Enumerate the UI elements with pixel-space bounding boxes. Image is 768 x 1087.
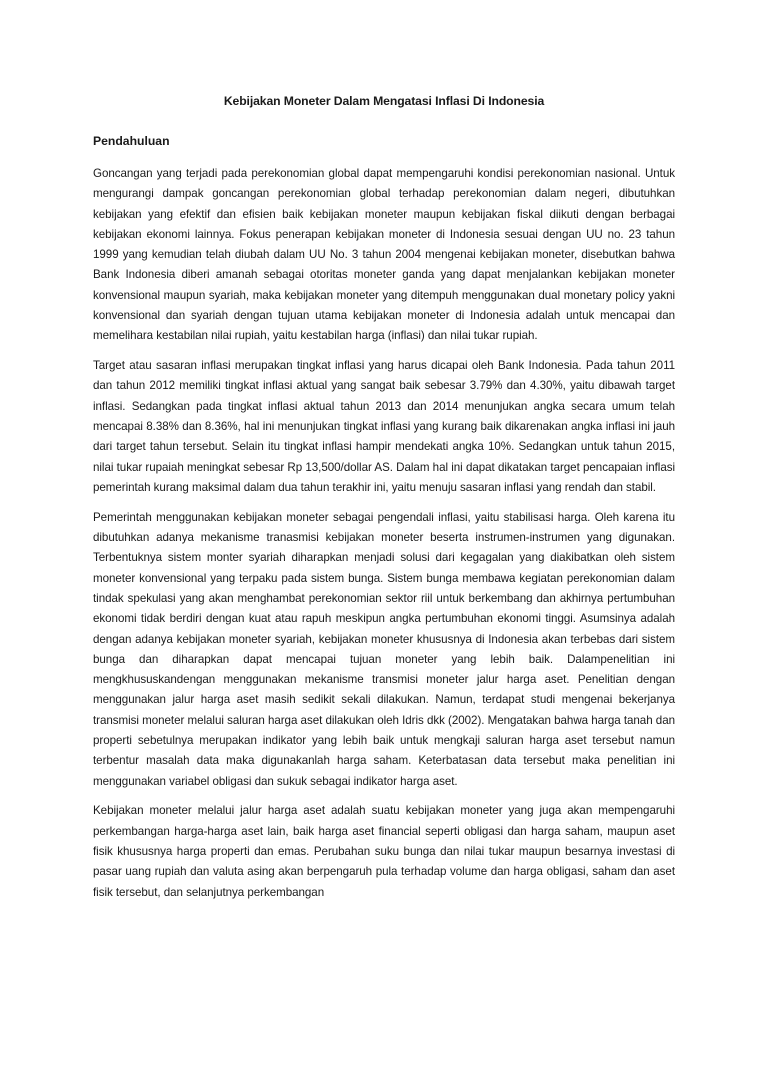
paragraph-3: Pemerintah menggunakan kebijakan moneter sebagai pengendali inflasi, yaitu stabilisasi harga. Oleh karena itu dibutuhkan adanya mekanisme tranasmisi kebijakan moneter beserta instrumen-instrumen yang digunakan. Terbentuknya sistem monter syariah diharapkan menjadi solusi dari kegagalan yang diakibatkan oleh sistem moneter konvensional yang terpaku pada sistem bunga. Sistem bunga membawa kegiatan perekonomian dalam tindak spekulasi yang akan menghambat perekonomian sektor riil untuk berkembang dan akhirnya pertumbuhan ekonomi tidak berdiri dengan kuat atau rapuh meskipun angka pertumbuhan ekonomi tinggi. Asumsinya adalah dengan adanya kebijakan moneter syariah, kebijakan moneter khususnya di Indonesia akan terbebas dari sistem bunga dan diharapkan dapat mencapai tujuan moneter yang lebih baik. Dalampenelitian ini mengkhususkandengan menggunakan mekanisme transmisi moneter jalur harga aset. Penelitian dengan menggunakan jalur harga aset masih sedikit sekali dilakukan. Namun, terdapat studi mengenai bekerjanya transmisi moneter melalui saluran harga aset dilakukan oleh Idris dkk (2002). Mengatakan bahwa harga tanah dan properti sebetulnya merupakan indikator yang lebih baik untuk mengkaji saluran harga aset tersebut namun terbentur masalah data maka digunakanlah harga saham. Keterbatasan data tersebut maka penelitian ini menggunakan variabel obligasi dan sukuk sebagai indikator harga aset. (93, 510, 675, 788)
document-title: Kebijakan Moneter Dalam Mengatasi Inflasi Di Indonesia (223, 94, 545, 108)
paragraph-2: Target atau sasaran inflasi merupakan tingkat inflasi yang harus dicapai oleh Bank Indonesia. Pada tahun 2011 dan tahun 2012 memiliki tingkat inflasi aktual yang sangat baik sebesar 3.79% dan 4.30%, yaitu dibawah target inflasi. Sedangkan pada tingkat inflasi aktual tahun 2013 dan 2014 menunjukan angka secara umum telah mencapai 8.38% dan 8.36%, hal ini menunjukan tingkat inflasi yang kurang baik dikarenakan angka inflasi ini jauh dari target tahun tersebut. Selain itu tingkat inflasi hampir mendekati angka 10%. Sedangkan untuk tahun 2015, nilai tukar rupaiah meningkat sebesar Rp 13,500/dollar AS. Dalam hal ini dapat dikatakan target pencapaian inflasi pemerintah kurang maksimal dalam dua tahun terakhir ini, yaitu menuju sasaran inflasi yang rendah dan stabil. (93, 359, 675, 494)
paragraph-4: Kebijakan moneter melalui jalur harga aset adalah suatu kebijakan moneter yang juga akan mempengaruhi perkembangan harga-harga aset lain, baik harga aset financial seperti obligasi dan harga saham, maupun aset fisik khususnya harga properti dan emas. Perubahan suku bunga dan nilai tukar maupun besarnya investasi di pasar uang rupiah dan valuta asing akan berpengaruh pula terhadap volume dan harga obligasi, saham dan aset fisik tersebut, dan selanjutnya perkembangan (93, 804, 675, 899)
paragraph-1: Goncangan yang terjadi pada perekonomian global dapat mempengaruhi kondisi perekonomian nasional. Untuk mengurangi dampak goncangan perekonomian global terhadap perekonomian dalam negeri, dibutuhkan kebijakan yang efektif dan efisien baik kebijakan moneter maupun kebijakan fiskal diikuti dengan berbagai kebijakan ekonomi lainnya. Fokus penerapan kebijakan moneter di Indonesia sesuai dengan UU no. 23 tahun 1999 yang kemudian telah diubah dalam UU No. 3 tahun 2004 mengenai kebijakan moneter, disebutkan bahwa Bank Indonesia diberi amanah sebagai otoritas moneter ganda yang dapat menjalankan kebijakan moneter konvensional maupun syariah, maka kebijakan moneter yang ditempuh menggunakan dual monetary policy yakni konvensional dan syariah dengan tujuan utama kebijakan moneter di Indonesia adalah untuk mencapai dan memelihara kestabilan nilai rupiah, yaitu kestabilan harga (inflasi) dan nilai tukar rupiah. (93, 167, 675, 343)
section-heading: Pendahuluan (93, 134, 170, 148)
